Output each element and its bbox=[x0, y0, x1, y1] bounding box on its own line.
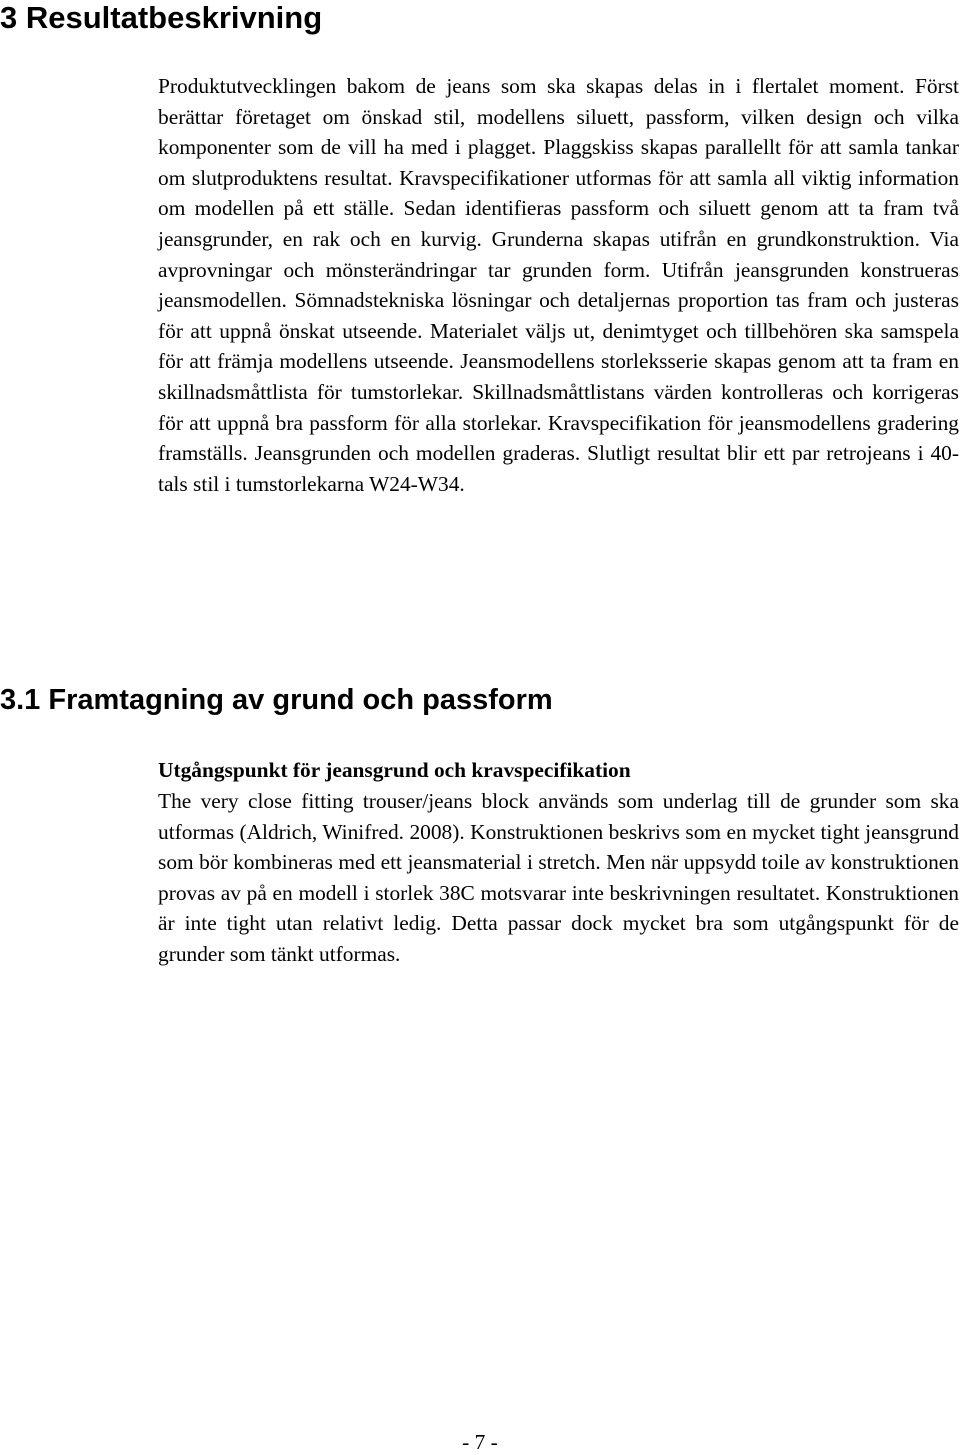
subsection-heading: 3.1 Framtagning av grund och passform bbox=[0, 684, 553, 716]
page-number: - 7 - bbox=[462, 1430, 498, 1454]
subsection-subheading: Utgångspunkt för jeansgrund och kravspecifikation bbox=[158, 758, 631, 782]
section-paragraph: Produktutvecklingen bakom de jeans som ska skapas delas in i flertalet moment. Först berättar företaget om önskad stil, modellens siluett, passform, vilken design och vilka komponenter som de vill ha med i plagget. Plaggskiss skapas parallellt för att samla tankar om slutproduktens resultat. Kravspecifikationer utformas för att samla all viktig information om modellen på ett ställe. Sedan identifieras passform och siluett genom att ta fram två jeansgrunder, en rak och en kurvig. Grunderna skapas utifrån en grundkonstruktion. Via avprovningar och mönsterändringar tar grunden form. Utifrån jeansgrunden konstrueras jeansmodellen. Sömnadstekniska lösningar och detaljernas proportion tas fram och justeras för att uppnå önskat utseende. Materialet väljs ut, denimtyget och tillbehören ska samspela för att främja modellens utseende. Jeansmodellens storleksserie skapas genom att ta fram en skillnadsmåttlista för tumstorlekar. Skillnadsmåttlistans värden kontrolleras och korrigeras för att uppnå bra passform för alla storlekar. Kravspecifikation för jeansmodellens gradering framställs. Jeansgrunden och modellen graderas. Slutligt resultat blir ett par retrojeans i 40-tals stil i tumstorlekarna W24-W34. bbox=[158, 74, 959, 496]
section-heading: 3 Resultatbeskrivning bbox=[0, 0, 323, 35]
subsection-paragraph: The very close fitting trouser/jeans block används som underlag till de grunder som ska utformas (Aldrich, Winifred. 2008). Konstruktionen beskrivs som en mycket tight jeansgrund som bör kombineras med ett jeansmaterial i stretch. Men när uppsydd toile av konstruktionen provas av på en modell i storlek 38C motsvarar inte beskrivningen resultatet. Konstruktionen är inte tight utan relativt ledig. Detta passar dock mycket bra som utgångspunkt för de grunder som tänkt utformas. bbox=[158, 789, 959, 966]
